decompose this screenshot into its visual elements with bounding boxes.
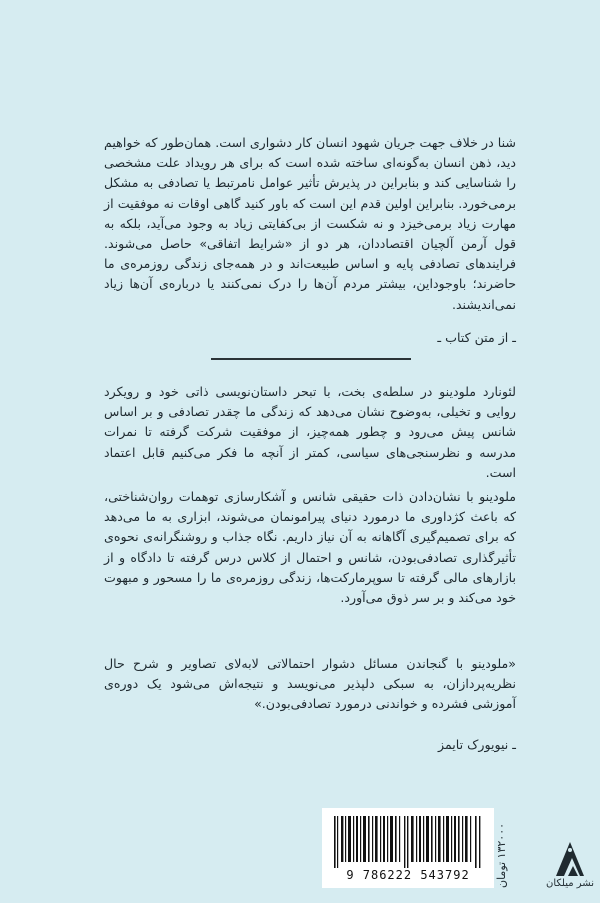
publisher-name: نشر میلکان [546,878,594,889]
description-paragraph-2 [104,487,516,608]
barcode-icon [332,816,484,868]
publisher-logo-icon [550,838,590,878]
barcode-area [322,808,494,888]
excerpt-text: شنا در خلاف جهت جریان شهود انسان کار دشواری است. همان‌طور که خواهیم دید، ذهن انسان به‌گونه‌ای ساخته شده است که برای هر رویداد علت مشخصی را شناسایی کند و بنابراین در پذیرش تأثیر عوامل نامرتبط یا تصادفی به مشکل برمی‌خورد. بنابراین اولین قدم این است که باور کنید گاهی اوقات نه موفقیت از مهارت زیاد برمی‌خیزد و نه شکست از بی‌کفایتی زیاد به وجود می‌آید، بلکه به قول آرمن آلچیان اقتصاددان، هر دو از «شرایط اتفاقی» حاصل می‌شوند. فرایندهای تصادفی پایه و اساس طبیعت‌اند و در همه‌جای زندگی روزمره‌ی ما حاضرند؛ باوجوداین، بیشتر مردم آن‌ها را درک نمی‌کنند یا درباره‌ی آن‌ها زیاد نمی‌اندیشند. [104,135,516,312]
barcode-number: 9 786222 543792 [346,868,470,882]
description-text-1: لئونارد ملودینو در سلطه‌ی بخت، با تبحر داستان‌نویسی ذاتی خود و رویکرد روایی و تخیلی، به‌وضوح نشان می‌دهد که زندگی ما چقدر تصادفی و بر اساس شانس پیش می‌رود و چطور همه‌چیز، از موفقیت شرکت گرفته تا نمرات مدرسه و نظرسنجی‌های سیاسی، کمتر از آنچه ما فکر می‌کنیم قابل اعتماد است. [104,384,516,480]
divider-line [211,358,411,360]
description-paragraph-1 [104,382,516,483]
description-text-2: ملودینو با نشان‌دادن ذات حقیقی شانس و آشکارسازی توهمات روان‌شناختی، که باعث کژداوری ما درمورد دنیای پیرامونمان می‌شوند، ابزاری به ما می‌دهد که برای تصمیم‌گیری آگاهانه به آن نیاز داریم. نگاه جذاب و روشنگرانه‌ی نحوه‌ی تأثیرگذاری تصادفی‌بودن، شانس و احتمال از کلاس درس گرفته تا دادگاه و از بازارهای مالی گرفته تا سوپرمارکت‌ها، زندگی روزمره‌ی ما را مسحور و مبهوت خود می‌کند و بر سر ذوق می‌آورد. [104,489,516,606]
excerpt-attribution: ـ از متن کتاب ـ [437,330,516,345]
review-source: ـ نیویورک تایمز [438,737,516,752]
review-quote [104,654,516,715]
price-label: ۱۳۲۰۰۰ تومان [495,822,508,888]
review-quote-text: «ملودینو با گنجاندن مسائل دشوار احتمالاتی لابه‌لای تصاویر و شرح حال نظریه‌پردازان، به سبکی دلپذیر می‌نویسد و نتیجه‌اش می‌شود یک دوره‌ی آموزشی فشرده و خواندنی درمورد تصادفی‌بودن.» [104,656,516,712]
excerpt-paragraph [104,133,516,315]
